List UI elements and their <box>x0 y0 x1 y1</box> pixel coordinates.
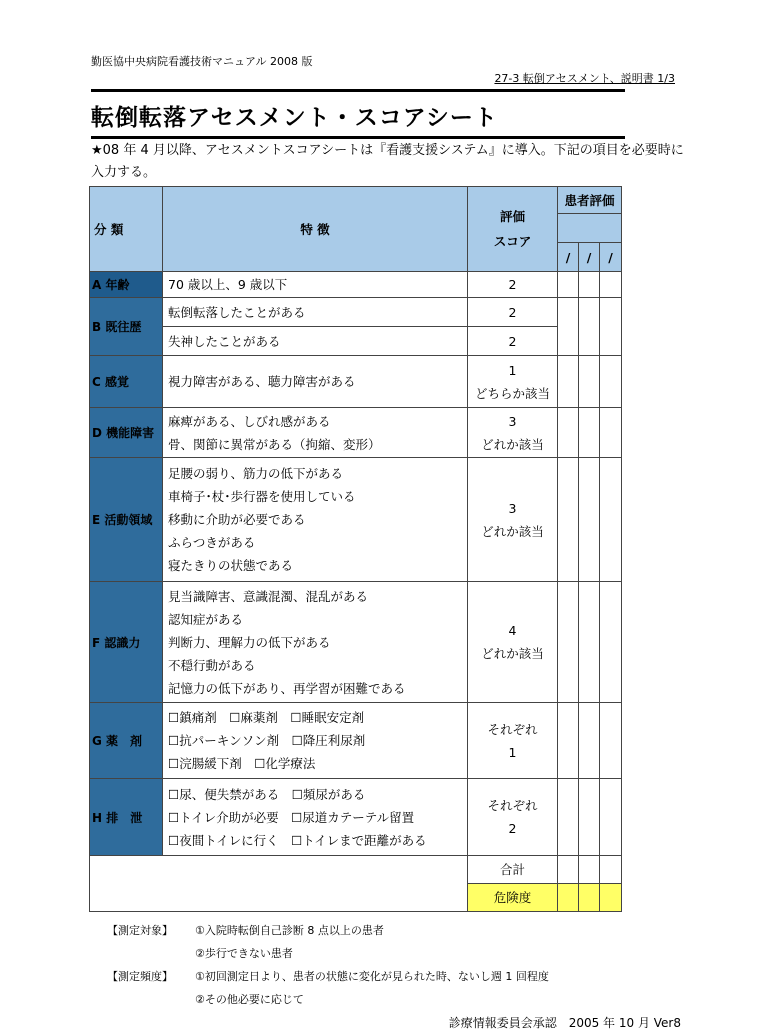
score-cell <box>468 272 558 298</box>
total-eval-cell[interactable] <box>600 856 622 884</box>
header-category: 分 類 <box>90 187 163 272</box>
patient-eval-cell[interactable] <box>558 408 579 458</box>
score-line: それぞれ <box>487 798 538 813</box>
score-cell: 2 <box>468 298 558 327</box>
date-slash-3[interactable]: / <box>600 243 622 272</box>
header-feature: 特 徴 <box>163 187 468 272</box>
feature-line: 記憶力の低下があり、再学習が困難である <box>168 680 406 696</box>
category-cell: H 排 泄 <box>90 779 163 856</box>
patient-eval-cell[interactable] <box>600 458 622 582</box>
score-line: どれか該当 <box>481 646 544 661</box>
patient-eval-cell[interactable] <box>600 703 622 779</box>
score-line: どれか該当 <box>481 523 544 539</box>
score-cell <box>468 582 558 703</box>
feature-line: 車椅子･杖･歩行器を使用している <box>168 489 356 504</box>
score-line: 1 <box>508 744 517 760</box>
patient-eval-cell[interactable] <box>579 458 600 582</box>
target-label: 【測定対象】 <box>107 924 173 937</box>
patient-eval-cell[interactable] <box>579 272 600 298</box>
feature-cell <box>163 272 468 298</box>
header-score-line1: 評価 <box>499 209 525 224</box>
table-row <box>90 272 622 298</box>
score-line: 3 <box>508 413 517 429</box>
score-cell <box>468 779 558 856</box>
table-row <box>90 779 622 856</box>
patient-eval-cell[interactable] <box>558 779 579 856</box>
page-reference: 27-3 転倒アセスメント、説明書 1/3 <box>494 72 675 85</box>
target-1: ①入院時転倒自己診断 8 点以上の患者 <box>195 924 384 937</box>
target-2: ②歩行できない患者 <box>195 947 293 960</box>
patient-eval-cell[interactable] <box>558 272 579 298</box>
feature-cell: 転倒転落したことがある <box>163 298 468 327</box>
category-cell: E 活動領域 <box>90 458 163 582</box>
feature-line: 判断力、理解力の低下がある <box>168 634 331 650</box>
patient-eval-cell[interactable] <box>558 356 579 408</box>
patient-eval-cell[interactable] <box>600 582 622 703</box>
score-line: 2 <box>508 821 517 836</box>
feature-line: ☐尿、便失禁がある ☐頻尿がある <box>168 786 366 802</box>
feature-cell <box>163 779 468 856</box>
date-slash-2[interactable]: / <box>579 243 600 272</box>
score-line: どれか該当 <box>481 436 544 452</box>
category-cell: A 年齢 <box>90 272 163 298</box>
total-row <box>90 856 622 884</box>
header-score <box>468 187 558 272</box>
feature-line: 認知症がある <box>168 611 244 627</box>
date-slash-1[interactable]: / <box>558 243 579 272</box>
score-cell: 2 <box>468 327 558 356</box>
score-line: それぞれ <box>487 721 538 737</box>
feature-cell <box>163 356 468 408</box>
score-line: どちらか該当 <box>474 385 550 401</box>
feature-line: ☐トイレ介助が必要 ☐尿道カテーテル留置 <box>168 809 415 825</box>
category-cell: F 認識力 <box>90 582 163 703</box>
patient-eval-cell[interactable] <box>600 272 622 298</box>
score-sheet-table <box>89 186 622 912</box>
feature-line: ☐夜間トイレに行く ☐トイレまで距離がある <box>168 832 427 848</box>
category-cell: B 既往歴 <box>90 298 163 356</box>
table-row <box>90 458 622 582</box>
top-rule <box>91 89 625 92</box>
table-row <box>90 703 622 779</box>
score-line: 3 <box>508 500 517 516</box>
approval-signature: 診療情報委員会承認 2005 年 10 月 Ver8 <box>448 1016 681 1030</box>
feature-line: ☐鎮痛剤 ☐麻薬剤 ☐睡眠安定剤 <box>168 710 365 725</box>
risk-label: 危険度 <box>468 884 558 912</box>
patient-eval-cell[interactable] <box>600 356 622 408</box>
table-row <box>90 327 622 356</box>
intro-text: ★08 年 4 月以降、アセスメントスコアシートは『看護支援システム』に導入。下記の項目を必要時に入力する。 <box>91 143 684 180</box>
table-row <box>90 298 622 327</box>
category-cell: C 感覚 <box>90 356 163 408</box>
patient-eval-cell[interactable] <box>600 779 622 856</box>
feature-cell <box>163 703 468 779</box>
page-title: 転倒転落アセスメント・スコアシート <box>91 105 498 131</box>
risk-eval-cell[interactable] <box>558 884 579 912</box>
total-label: 合計 <box>468 856 558 884</box>
feature-line: 足腰の弱り、筋力の低下がある <box>168 466 344 481</box>
patient-eval-cell[interactable] <box>558 703 579 779</box>
score-line: 2 <box>508 277 517 292</box>
feature-cell <box>163 582 468 703</box>
header-score-line2: スコア <box>493 234 532 249</box>
frequency-2: ②その他必要に応じて <box>195 993 304 1006</box>
feature-cell <box>163 458 468 582</box>
feature-line: ☐浣腸緩下剤 ☐化学療法 <box>168 756 316 771</box>
table-row <box>90 408 622 458</box>
table-row <box>90 582 622 703</box>
frequency-label: 【測定頻度】 <box>107 970 173 983</box>
feature-line: 麻痺がある、しびれ感がある <box>168 413 331 429</box>
total-eval-cell[interactable] <box>579 856 600 884</box>
patient-eval-cell[interactable] <box>600 408 622 458</box>
patient-eval-cell[interactable] <box>579 582 600 703</box>
patient-eval-cell[interactable] <box>558 458 579 582</box>
feature-line: 70 歳以上、9 歳以下 <box>168 277 288 292</box>
header-patient-blank <box>558 214 622 243</box>
total-eval-cell[interactable] <box>558 856 579 884</box>
feature-cell: 失神したことがある <box>163 327 468 356</box>
patient-eval-cell[interactable] <box>579 408 600 458</box>
risk-eval-cell[interactable] <box>600 884 622 912</box>
patient-eval-cell[interactable] <box>579 356 600 408</box>
feature-line: ふらつきがある <box>168 535 256 550</box>
feature-line: 見当識障害、意識混濁、混乱がある <box>168 588 369 604</box>
feature-line: 視力障害がある、聴力障害がある <box>168 374 356 389</box>
feature-line: 寝たきりの状態である <box>168 558 294 573</box>
patient-eval-cell[interactable] <box>558 582 579 703</box>
patient-eval-cell[interactable] <box>579 779 600 856</box>
score-cell <box>468 703 558 779</box>
score-cell <box>468 408 558 458</box>
score-line: 1 <box>508 362 517 378</box>
feature-line: 骨、関節に異常がある（拘縮、変形） <box>168 436 381 452</box>
category-cell: G 薬 剤 <box>90 703 163 779</box>
total-blank-cell <box>90 856 468 912</box>
patient-eval-cell[interactable] <box>600 298 622 356</box>
patient-eval-cell[interactable] <box>579 703 600 779</box>
header-patient-eval: 患者評価 <box>558 187 622 214</box>
score-cell <box>468 356 558 408</box>
feature-cell <box>163 408 468 458</box>
patient-eval-cell[interactable] <box>579 298 600 356</box>
title-rule <box>91 136 625 139</box>
score-cell <box>468 458 558 582</box>
manual-header: 勤医協中央病院看護技術マニュアル 2008 版 <box>91 55 313 68</box>
feature-line: 不穏行動がある <box>168 657 256 673</box>
patient-eval-cell[interactable] <box>558 298 579 356</box>
score-line: 4 <box>508 623 517 638</box>
table-row <box>90 356 622 408</box>
frequency-1: ①初回測定日より、患者の状態に変化が見られた時、ないし週 1 回程度 <box>195 970 549 983</box>
feature-line: ☐抗パーキンソン剤 ☐降圧利尿剤 <box>168 733 366 748</box>
risk-eval-cell[interactable] <box>579 884 600 912</box>
category-cell: D 機能障害 <box>90 408 163 458</box>
feature-line: 移動に介助が必要である <box>168 512 306 527</box>
